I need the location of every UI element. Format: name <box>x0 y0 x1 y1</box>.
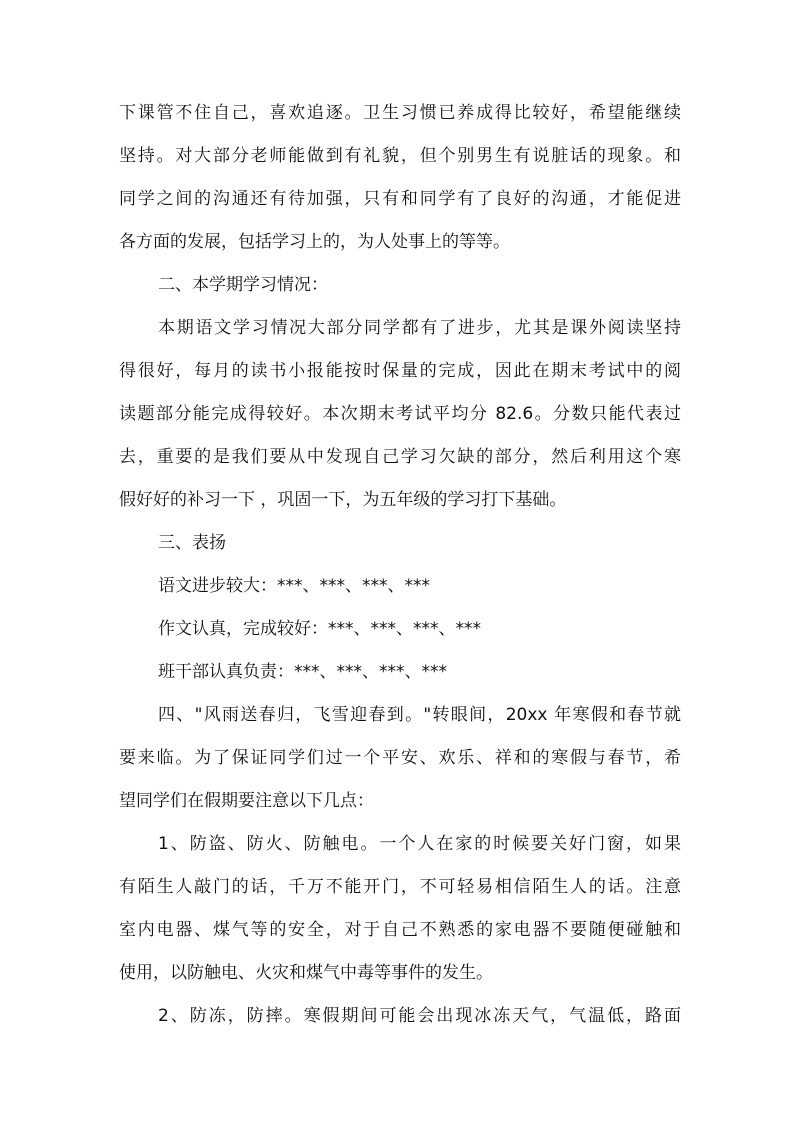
paragraph-line: 有陌生人敲门的话，千万不能开门，不可轻易相信陌生人的话。注意 <box>119 877 681 897</box>
praise-line: 语文进步较大：***、***、***、*** <box>158 576 430 596</box>
paragraph-line: 室内电器、煤气等的安全，对于自己不熟悉的家电器不要随便碰触和 <box>119 920 681 940</box>
paragraph-line: 四、"风雨送春归，飞雪迎春到。"转眼间，20xx 年寒假和春节就 <box>158 705 681 725</box>
paragraph-line: 得很好，每月的读书小报能按时保量的完成，因此在期末考试中的阅 <box>119 361 681 381</box>
paragraph-line: 各方面的发展，包括学习上的，为人处事上的等等。 <box>119 232 510 252</box>
paragraph-line: 本期语文学习情况大部分同学都有了进步，尤其是课外阅读坚持 <box>158 318 681 338</box>
paragraph-line: 2、防冻，防摔。寒假期间可能会出现冰冻天气，气温低，路面 <box>158 1006 681 1026</box>
paragraph-line: 读题部分能完成得较好。本次期末考试平均分 82.6。分数只能代表过 <box>119 404 681 424</box>
paragraph-line: 1、防盗、防火、防触电。一个人在家的时候要关好门窗，如果 <box>158 834 681 854</box>
paragraph-line: 同学之间的沟通还有待加强，只有和同学有了良好的沟通，才能促进 <box>119 189 681 209</box>
paragraph-line: 要来临。为了保证同学们过一个平安、欢乐、祥和的寒假与春节，希 <box>119 748 681 768</box>
paragraph-line: 去，重要的是我们要从中发现自己学习欠缺的部分，然后利用这个寒 <box>119 447 681 467</box>
paragraph-line: 使用，以防触电、火灾和煤气中毒等事件的发生。 <box>119 963 493 983</box>
praise-line: 班干部认真负责：***、***、***、*** <box>158 662 447 682</box>
section-heading: 三、表扬 <box>158 533 226 553</box>
paragraph-line: 坚持。对大部分老师能做到有礼貌，但个别男生有说脏话的现象。和 <box>119 146 681 166</box>
paragraph-line: 假好好的补习一下 ，巩固一下，为五年级的学习打下基础。 <box>119 490 567 510</box>
section-heading: 二、本学期学习情况： <box>158 275 328 295</box>
paragraph-line: 下课管不住自己，喜欢追逐。卫生习惯已养成得比较好，希望能继续 <box>119 103 681 123</box>
praise-line: 作文认真，完成较好：***、***、***、*** <box>158 619 481 639</box>
paragraph-line: 望同学们在假期要注意以下几点： <box>119 791 374 811</box>
